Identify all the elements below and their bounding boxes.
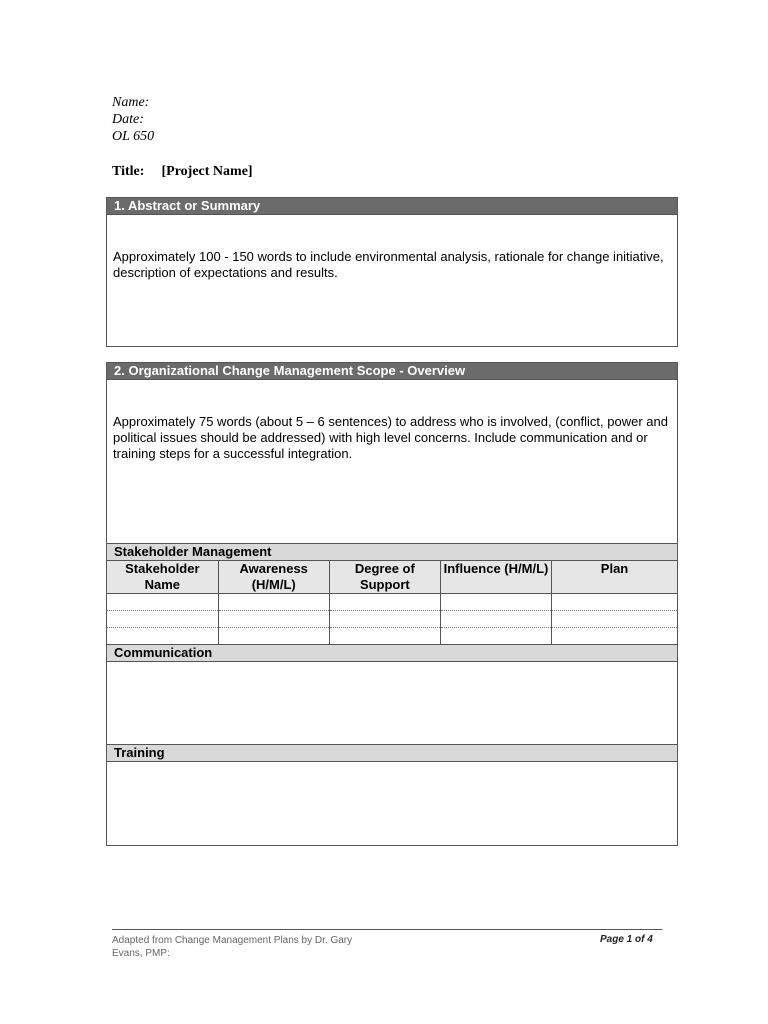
table-cell[interactable]: [440, 628, 551, 645]
table-cell[interactable]: [218, 628, 329, 645]
stakeholder-heading: Stakeholder Management: [107, 543, 677, 561]
communication-heading: Communication: [107, 644, 677, 662]
col-stakeholder-name: Stakeholder Name: [107, 561, 218, 594]
scope-heading: 2. Organizational Change Management Scope - Overview: [107, 363, 677, 380]
date-label: Date:: [112, 112, 144, 127]
table-cell[interactable]: [329, 628, 440, 645]
table-row: [107, 611, 677, 628]
document-title: [112, 164, 253, 180]
table-cell[interactable]: [552, 594, 677, 611]
table-cell[interactable]: [218, 611, 329, 628]
name-label: Name:: [112, 95, 150, 110]
col-awareness: Awareness (H/M/L): [218, 561, 329, 594]
communication-area[interactable]: [107, 662, 677, 744]
table-cell[interactable]: [440, 594, 551, 611]
table-cell[interactable]: [218, 594, 329, 611]
footer-divider: [112, 929, 662, 930]
training-area[interactable]: [107, 762, 677, 826]
abstract-section: [106, 197, 678, 347]
project-name: [Project Name]: [161, 164, 253, 179]
scope-text[interactable]: Approximately 75 words (about 5 – 6 sentences) to address who is involved, (conflict, power and political issues should be addressed) with high level concerns. Include communication and or training steps for a successful integration.: [113, 414, 668, 461]
scope-section: [106, 362, 678, 846]
table-cell[interactable]: [329, 594, 440, 611]
table-cell[interactable]: [107, 611, 218, 628]
training-heading: Training: [107, 744, 677, 762]
page-number: Page 1 of 4: [600, 934, 653, 945]
table-cell[interactable]: [552, 611, 677, 628]
table-row: [107, 594, 677, 611]
table-cell[interactable]: [107, 594, 218, 611]
student-info: [112, 94, 154, 145]
table-header-row: [107, 561, 677, 594]
col-degree-of-support: Degree of Support: [329, 561, 440, 594]
table-cell[interactable]: [552, 628, 677, 645]
abstract-heading: 1. Abstract or Summary: [107, 198, 677, 215]
title-label: Title:: [112, 164, 145, 179]
col-plan: Plan: [552, 561, 677, 594]
table-cell[interactable]: [107, 628, 218, 645]
footer-credit: Adapted from Change Management Plans by Dr. Gary Evans, PMP:: [112, 935, 353, 959]
table-cell[interactable]: [440, 611, 551, 628]
table-row: [107, 628, 677, 645]
abstract-text[interactable]: Approximately 100 - 150 words to include environmental analysis, rationale for change initiative, description of expectations and results.: [113, 249, 664, 280]
col-influence: Influence (H/M/L): [440, 561, 551, 594]
course-label: OL 650: [112, 129, 155, 144]
stakeholder-table: [107, 561, 677, 644]
table-cell[interactable]: [329, 611, 440, 628]
